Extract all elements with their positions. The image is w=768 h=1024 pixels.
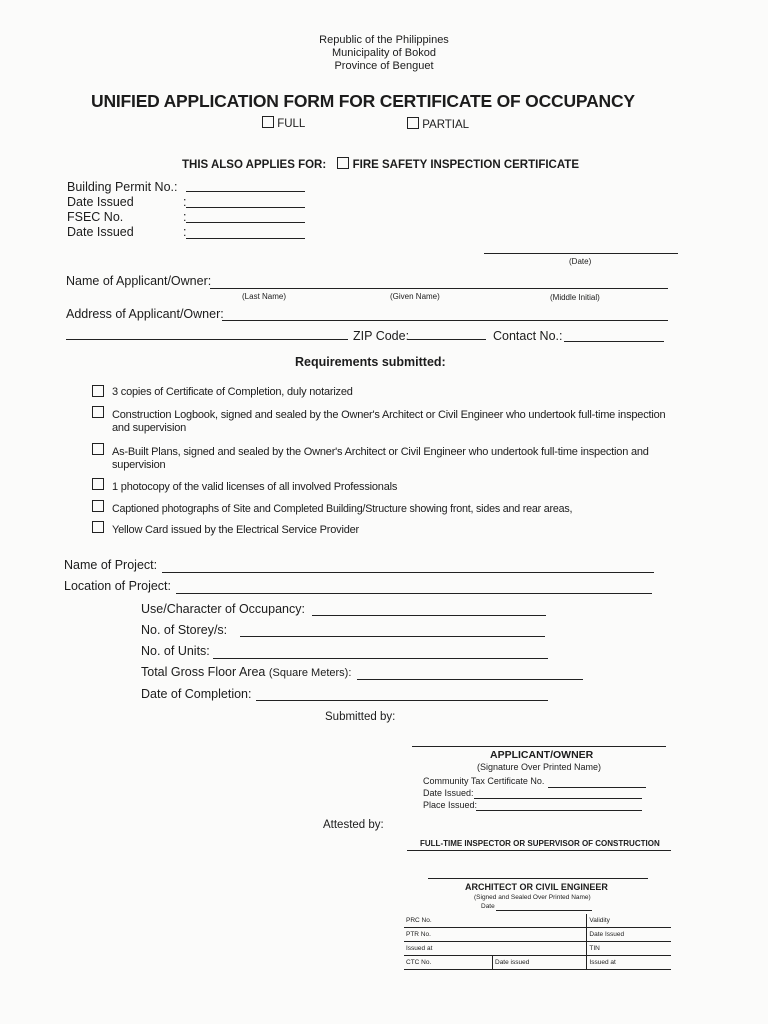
- ctc-issued-at-cell[interactable]: Issued at: [587, 956, 671, 970]
- header-municipality: Municipality of Bokod: [332, 47, 436, 59]
- partial-label: PARTIAL: [422, 119, 470, 131]
- inspector-signature-line[interactable]: [407, 850, 671, 851]
- middle-initial-caption: (Middle Initial): [550, 293, 600, 302]
- fsec-date-label: Date Issued: [67, 225, 134, 239]
- engineer-signature-line[interactable]: [428, 878, 648, 879]
- applicant-name-label: Name of Applicant/Owner:: [66, 274, 212, 288]
- engineer-date-label: Date: [481, 903, 495, 910]
- units-field[interactable]: [213, 658, 548, 659]
- fsec-label: FSEC No.: [67, 210, 124, 224]
- license-table: [404, 914, 671, 970]
- project-name-field[interactable]: [162, 572, 654, 573]
- gfa-field[interactable]: [357, 679, 583, 680]
- gfa-text: Total Gross Floor Area: [141, 665, 266, 679]
- colon: :: [183, 210, 187, 224]
- zip-field[interactable]: [408, 339, 486, 340]
- req-item-4: 1 photocopy of the valid licenses of all involved Professionals: [112, 481, 398, 493]
- units-label: No. of Units:: [141, 644, 210, 658]
- ctc-place-field[interactable]: [476, 810, 642, 811]
- completion-field[interactable]: [256, 700, 548, 701]
- date-issued-label: Date Issued: [67, 195, 134, 209]
- last-name-caption: (Last Name): [242, 292, 287, 301]
- full-label: FULL: [277, 118, 306, 130]
- gfa-unit: (Square Meters):: [268, 667, 352, 679]
- colon: :: [183, 195, 187, 209]
- req-item-5: Captioned photographs of Site and Completed Building/Structure showing front, sides and rear areas,: [112, 503, 573, 515]
- fsic-checkbox[interactable]: [337, 157, 349, 169]
- submitted-by: Submitted by:: [325, 711, 396, 723]
- ctc-date-label: Date Issued:: [423, 788, 474, 798]
- req-checkbox-1[interactable]: [92, 385, 104, 397]
- req-checkbox-6[interactable]: [92, 521, 104, 533]
- gfa-label: [141, 665, 351, 679]
- date-issued-field[interactable]: [186, 207, 305, 208]
- table-row: [404, 942, 671, 956]
- req-checkbox-5[interactable]: [92, 500, 104, 512]
- req-item-3: As-Built Plans, signed and sealed by the Owner's Architect or Civil Engineer who undertook full-time inspection and: [112, 446, 649, 458]
- zip-label: ZIP Code:: [353, 329, 410, 343]
- engineer-caption: (Signed and Sealed Over Printed Name): [474, 894, 591, 901]
- address-label: Address of Applicant/Owner:: [66, 307, 224, 321]
- engineer-title: ARCHITECT OR CIVIL ENGINEER: [465, 882, 608, 892]
- validity-cell[interactable]: Validity: [587, 914, 671, 928]
- prc-cell[interactable]: PRC No.: [404, 914, 587, 928]
- ctc-field[interactable]: [548, 787, 646, 788]
- full-checkbox[interactable]: [262, 116, 274, 128]
- partial-checkbox[interactable]: [407, 117, 419, 129]
- date-caption: (Date): [569, 257, 592, 266]
- header-republic: Republic of the Philippines: [319, 34, 449, 46]
- req-item-3-cont: supervision: [112, 459, 166, 471]
- fsec-field[interactable]: [186, 222, 305, 223]
- address-field[interactable]: [222, 320, 668, 321]
- inspector-title: FULL-TIME INSPECTOR OR SUPERVISOR OF CONSTRUCTION: [420, 839, 660, 848]
- requirements-heading: Requirements submitted:: [295, 355, 446, 369]
- project-name-label: Name of Project:: [64, 558, 158, 572]
- req-item-2: Construction Logbook, signed and sealed by the Owner's Architect or Civil Engineer who undertook full-time inspection: [112, 409, 666, 421]
- given-name-caption: (Given Name): [390, 292, 440, 301]
- req-checkbox-2[interactable]: [92, 406, 104, 418]
- also-applies: [182, 157, 579, 171]
- occupancy-label: Use/Character of Occupancy:: [141, 602, 305, 616]
- ctc-date-field[interactable]: [474, 798, 642, 799]
- applicant-signature-line[interactable]: [412, 746, 666, 747]
- form-title: UNIFIED APPLICATION FORM FOR CERTIFICATE OF OCCUPANCY: [91, 91, 635, 111]
- also-applies-label: THIS ALSO APPLIES FOR:: [182, 159, 327, 171]
- ctc-date-cell[interactable]: Date issued: [493, 956, 587, 970]
- fsec-date-field[interactable]: [186, 238, 305, 239]
- req-item-1: 3 copies of Certificate of Completion, duly notarized: [112, 386, 353, 398]
- occupancy-field[interactable]: [312, 615, 546, 616]
- attested-by: Attested by:: [323, 819, 384, 831]
- completion-label: Date of Completion:: [141, 687, 252, 701]
- storeys-label: No. of Storey/s:: [141, 623, 228, 637]
- ctc-no-cell[interactable]: CTC No.: [404, 956, 493, 970]
- req-checkbox-4[interactable]: [92, 478, 104, 490]
- fsic-label: FIRE SAFETY INSPECTION CERTIFICATE: [352, 159, 579, 171]
- full-option: [262, 116, 305, 130]
- applicant-sig-caption: (Signature Over Printed Name): [477, 762, 602, 772]
- header-province: Province of Benguet: [334, 60, 434, 72]
- colon: :: [183, 225, 187, 239]
- table-row: [404, 928, 671, 942]
- contact-field[interactable]: [564, 341, 664, 342]
- ctc-place-label: Place Issued:: [423, 800, 478, 810]
- contact-label: Contact No.:: [493, 329, 563, 343]
- req-item-2-cont: and supervision: [112, 422, 187, 434]
- building-permit-label: Building Permit No.:: [67, 180, 178, 194]
- building-permit-field[interactable]: [186, 191, 305, 192]
- req-checkbox-3[interactable]: [92, 443, 104, 455]
- date-field[interactable]: [484, 253, 678, 254]
- req-item-6: Yellow Card issued by the Electrical Service Provider: [112, 524, 359, 536]
- engineer-date-field[interactable]: [496, 910, 592, 911]
- ptr-date-cell[interactable]: Date Issued: [587, 928, 671, 942]
- tin-cell[interactable]: TIN: [587, 942, 671, 956]
- applicant-name-field[interactable]: [210, 288, 668, 289]
- ptr-cell[interactable]: PTR No.: [404, 928, 587, 942]
- issued-at-cell[interactable]: Issued at: [404, 942, 587, 956]
- applicant-owner-title: APPLICANT/OWNER: [490, 749, 594, 761]
- table-row: [404, 914, 671, 928]
- storeys-field[interactable]: [240, 636, 545, 637]
- project-location-label: Location of Project:: [64, 579, 172, 593]
- partial-option: [407, 117, 469, 131]
- table-row: [404, 956, 671, 970]
- ctc-label: Community Tax Certificate No.: [423, 776, 545, 786]
- address-field-2[interactable]: [66, 339, 348, 340]
- project-location-field[interactable]: [176, 593, 652, 594]
